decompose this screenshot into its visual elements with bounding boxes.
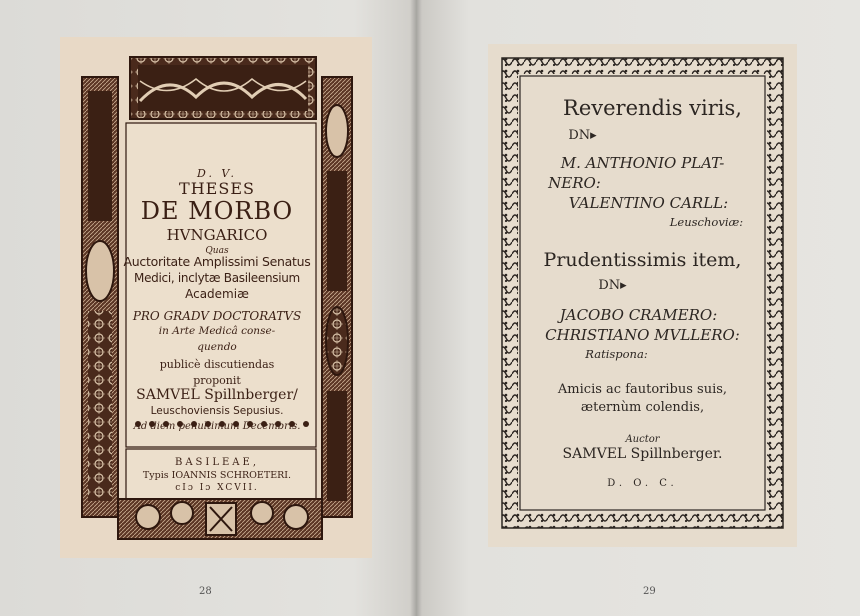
dedication-jacobo: JACOBO CRAMERO: — [559, 306, 718, 324]
title-de-morbo: DE MORBO — [140, 197, 294, 225]
dedication-border — [488, 44, 797, 547]
dedication-dn-1: DN▸ — [568, 128, 597, 143]
page-number-left: 28 — [199, 586, 212, 597]
dedication-nero: NERO: — [548, 174, 601, 192]
dedication-aeternum: æternùm colendis, — [580, 400, 705, 415]
woodcut-border — [78, 51, 356, 543]
title-line-pro-gradu: PRO GRADV DOCTORATVS — [132, 309, 302, 323]
page-number-right: 29 — [643, 586, 656, 597]
dedication-ratispona: Ratispona: — [585, 347, 648, 361]
title-page-plate — [60, 37, 372, 558]
imprint-city: BASILEAE, — [174, 457, 259, 468]
title-line-medici: Medici, inclytæ Basileensium — [134, 271, 300, 285]
left-page — [0, 0, 416, 616]
dedication-amicis: Amicis ac fautoribus suis, — [557, 382, 728, 397]
book-gutter-shadow — [410, 0, 422, 616]
dedication-auctor: Auctor — [625, 434, 660, 445]
dedication-page-plate — [488, 44, 797, 547]
title-line-in-arte: in Arte Medicâ conse- — [158, 325, 276, 337]
title-line-proponit: proponit — [193, 374, 241, 387]
dedication-dn-2: DN▸ — [598, 278, 627, 293]
imprint-year: cIɔ Iɔ XCVII. — [175, 483, 259, 493]
dedication-antonio: M. ANTHONIO PLAT- — [560, 154, 725, 172]
dedication-christiano: CHRISTIANO MVLLERO: — [545, 326, 740, 344]
dedication-prudentissimis: Prudentissimis item, — [543, 249, 742, 271]
title-line-ad-diem: Ad diem penultimum Decembris. — [133, 421, 301, 432]
dedication-valentino: VALENTINO CARLL: — [568, 194, 729, 212]
title-dv: D. V. — [197, 167, 237, 180]
title-theses: THESES — [179, 179, 255, 198]
title-line-academiae: Academiæ — [185, 287, 249, 301]
title-line-publice: publicè discutiendas — [159, 358, 275, 371]
dedication-reverendis: Reverendis viris, — [563, 96, 742, 120]
imprint-printer: Typis IOANNIS SCHROETERI. — [142, 470, 292, 481]
title-hungarico: HVNGARICO — [166, 226, 268, 244]
title-author: SAMVEL Spillnberger/ — [136, 387, 298, 403]
title-line-auctoritate: Auctoritate Amplissimi Senatus — [123, 254, 311, 269]
dedication-leuschoviae: Leuschoviæ: — [669, 215, 744, 229]
title-quas: Quas — [205, 246, 229, 256]
title-line-leuschov: Leuschoviensis Sepusius. — [150, 405, 284, 417]
dedication-author-name: SAMVEL Spillnberger. — [562, 446, 723, 462]
title-line-quendo: quendo — [197, 341, 237, 353]
dedication-doc: D. O. C. — [607, 478, 678, 489]
